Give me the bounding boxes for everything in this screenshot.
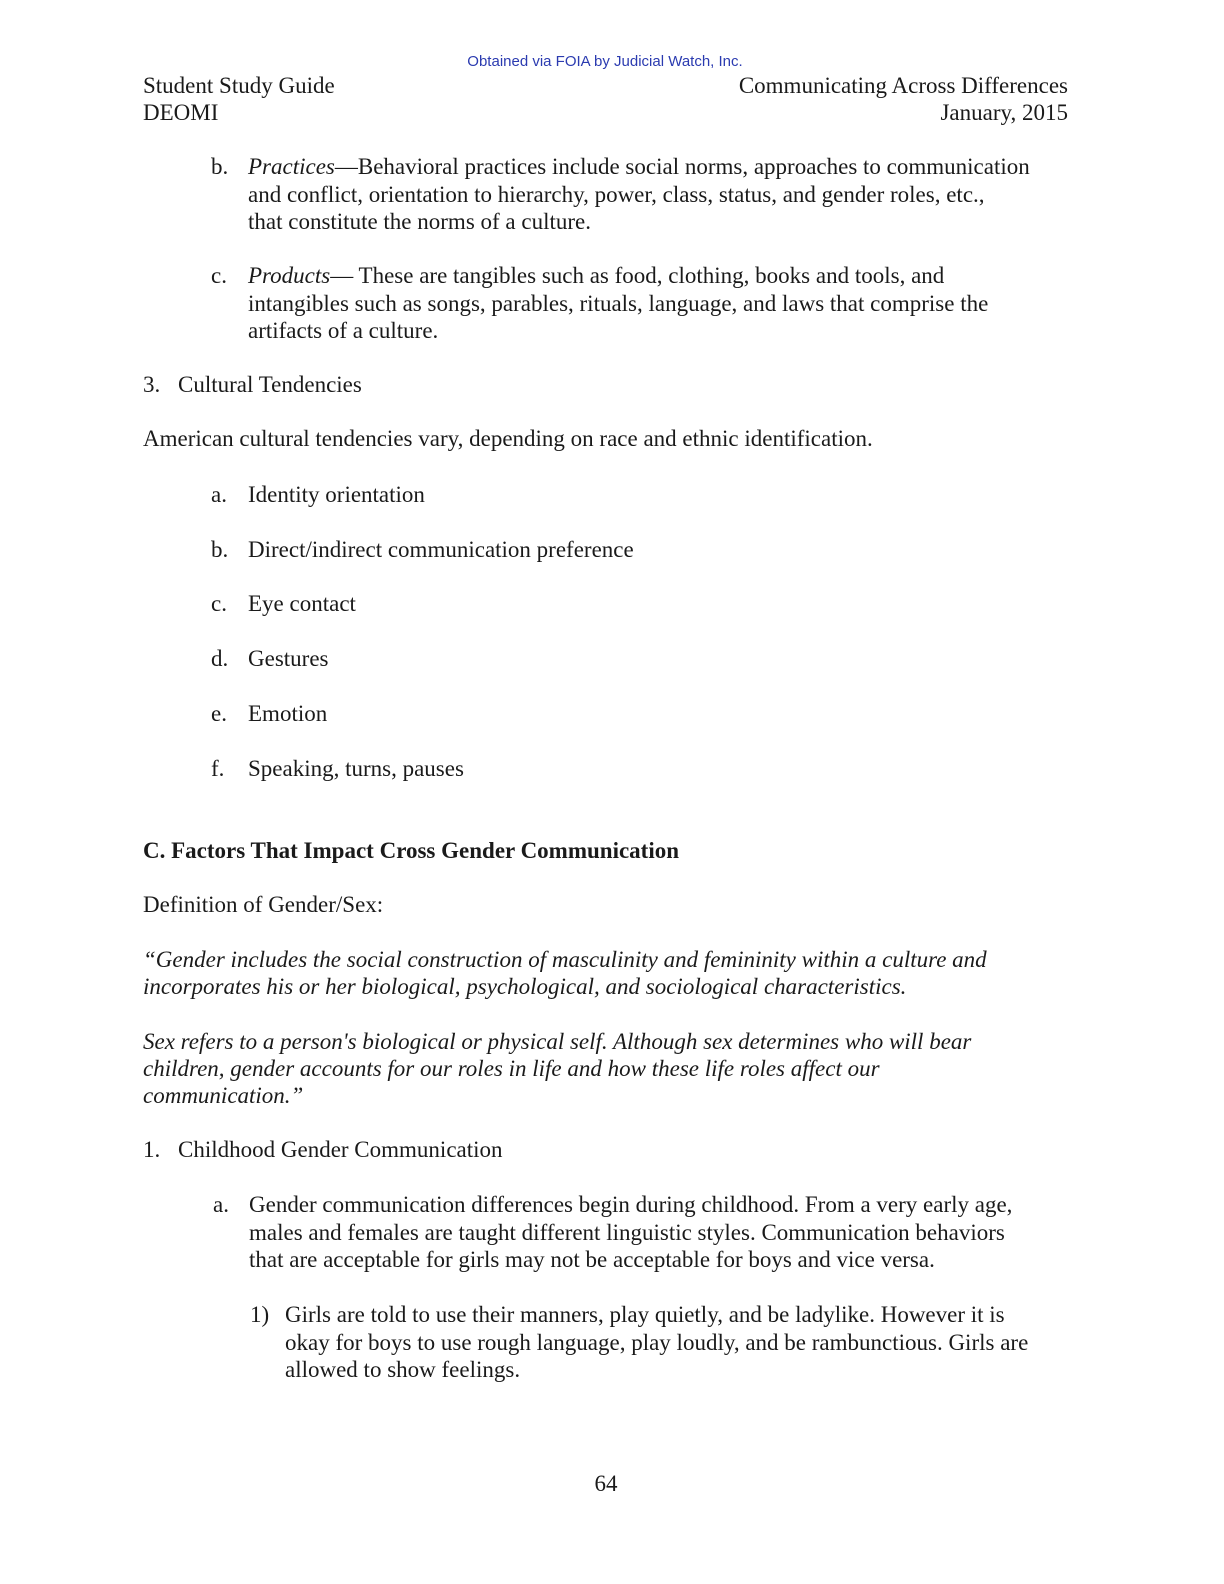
paragraph-line: Gender communication differences begin during childhood. From a very early age, (249, 1192, 1013, 1217)
list-item-text: Eye contact (248, 591, 356, 616)
list-marker: b. (211, 154, 229, 179)
definition-text: — These are tangibles such as food, clothing, books and tools, and (330, 263, 945, 288)
definition-line: and conflict, orientation to hierarchy, power, class, status, and gender roles, etc., (248, 181, 985, 207)
paragraph-line: males and females are taught different linguistic styles. Communication behaviors (249, 1219, 1005, 1245)
list-item-text: Identity orientation (248, 482, 425, 507)
list-marker: c. (211, 263, 227, 288)
list-marker: d. (211, 646, 229, 671)
term-label: Products (248, 263, 331, 288)
list-marker: a. (211, 482, 227, 507)
definition-line: artifacts of a culture. (248, 318, 439, 343)
paragraph-line: allowed to show feelings. (285, 1357, 521, 1382)
section-heading: C. Factors That Impact Cross Gender Communication (143, 838, 680, 863)
paragraph-line: okay for boys to use rough language, play loudly, and be rambunctious. Girls are (285, 1329, 1029, 1355)
definition-label: Definition of Gender/Sex: (143, 892, 384, 917)
quote-line: incorporates his or her biological, psychological, and sociological characteristics. (143, 974, 907, 999)
section-title: Cultural Tendencies (178, 372, 362, 397)
list-item-text: Speaking, turns, pauses (248, 756, 464, 781)
paragraph-line: Girls are told to use their manners, play quietly, and be ladylike. However it is (285, 1302, 1005, 1327)
list-marker: 1. (143, 1137, 161, 1162)
paragraph-line: that are acceptable for girls may not be acceptable for boys and vice versa. (249, 1247, 935, 1272)
quote-line: “Gender includes the social construction of masculinity and femininity within a culture and (143, 947, 987, 972)
section-title: Childhood Gender Communication (178, 1137, 503, 1162)
term-label: Practices (248, 154, 335, 179)
list-item-text: Gestures (248, 646, 329, 671)
header-left-org: DEOMI (143, 100, 219, 125)
quote-line: communication.” (143, 1083, 304, 1108)
quote-line: Sex refers to a person's biological or physical self. Although sex determines who will bear (143, 1029, 972, 1054)
list-marker: c. (211, 591, 227, 616)
definition-text: —Behavioral practices include social norms, approaches to communication (334, 154, 1030, 179)
section-intro: American cultural tendencies vary, depending on race and ethnic identification. (143, 426, 873, 451)
list-marker: 1) (250, 1302, 270, 1327)
list-marker: a. (213, 1192, 229, 1217)
list-item-text: Direct/indirect communication preference (248, 537, 634, 562)
definition-line: intangibles such as songs, parables, rituals, language, and laws that comprise the (248, 290, 989, 316)
list-item-text: Emotion (248, 701, 328, 726)
page-number: 64 (594, 1471, 618, 1496)
header-left-title: Student Study Guide (143, 73, 335, 98)
list-marker: f. (211, 756, 225, 781)
foia-stamp: Obtained via FOIA by Judicial Watch, Inc. (467, 53, 743, 70)
list-marker: b. (211, 537, 229, 562)
list-marker: 3. (143, 372, 161, 397)
definition-line: that constitute the norms of a culture. (248, 209, 591, 234)
header-right-date: January, 2015 (940, 100, 1068, 125)
header-right-title: Communicating Across Differences (738, 73, 1068, 98)
list-marker: e. (211, 701, 227, 726)
quote-line: children, gender accounts for our roles in life and how these life roles affect our (143, 1056, 880, 1081)
